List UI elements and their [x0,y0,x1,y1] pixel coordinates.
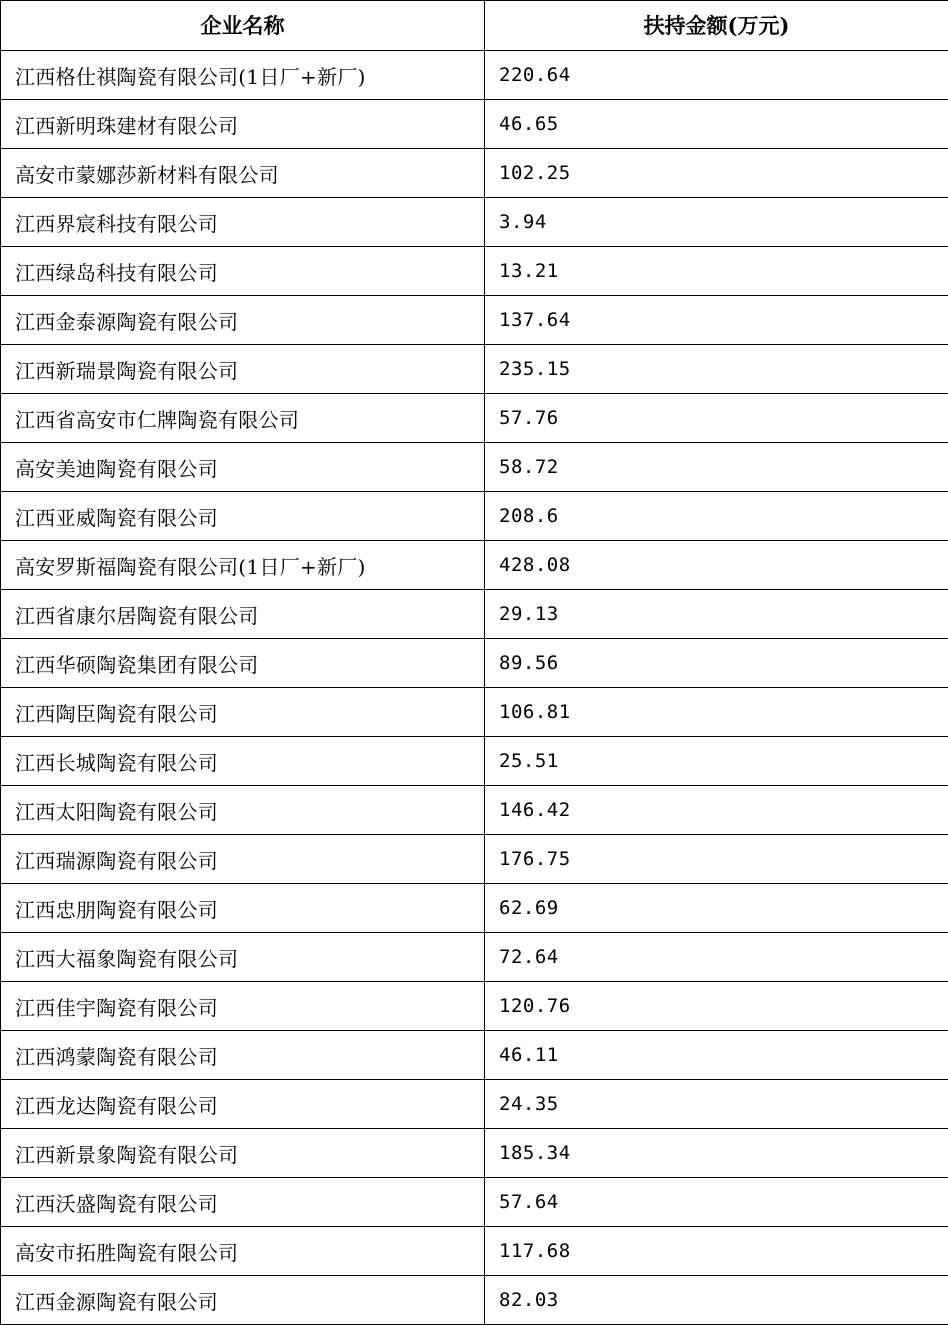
cell-support-amount [485,247,948,296]
table-row [1,1227,948,1276]
support-amount-text: 185.34 [485,1142,948,1164]
table-row [1,198,948,247]
support-amount-text: 89.56 [485,652,948,674]
table-row [1,884,948,933]
table-row [1,786,948,835]
table-row [1,394,948,443]
support-amount-text: 146.42 [485,799,948,821]
cell-enterprise-name [1,247,485,296]
cell-support-amount [485,345,948,394]
cell-enterprise-name [1,394,485,443]
enterprise-name-text: 高安市拓胜陶瓷有限公司 [1,1237,484,1266]
enterprise-name-text: 江西忠朋陶瓷有限公司 [1,894,484,923]
enterprise-name-text: 江西太阳陶瓷有限公司 [1,796,484,825]
cell-enterprise-name [1,786,485,835]
cell-enterprise-name [1,933,485,982]
table-row [1,835,948,884]
cell-enterprise-name [1,443,485,492]
column-header-support-amount [485,1,948,51]
table-row [1,1031,948,1080]
support-amount-text: 208.6 [485,505,948,527]
table-row [1,149,948,198]
cell-support-amount [485,590,948,639]
support-amount-text: 137.64 [485,309,948,331]
table-row [1,541,948,590]
cell-support-amount [485,1227,948,1276]
enterprise-name-text: 高安市蒙娜莎新材料有限公司 [1,159,484,188]
support-amount-text: 46.11 [485,1044,948,1066]
cell-enterprise-name [1,835,485,884]
support-amount-text: 24.35 [485,1093,948,1115]
support-amount-text: 29.13 [485,603,948,625]
cell-enterprise-name [1,51,485,100]
cell-support-amount [485,394,948,443]
enterprise-name-text: 江西省康尔居陶瓷有限公司 [1,600,484,629]
cell-support-amount [485,296,948,345]
support-amount-text: 13.21 [485,260,948,282]
cell-enterprise-name [1,1031,485,1080]
cell-enterprise-name [1,541,485,590]
support-amount-text: 57.64 [485,1191,948,1213]
support-amount-text: 82.03 [485,1289,948,1311]
enterprise-name-text: 江西金源陶瓷有限公司 [1,1286,484,1315]
table-row [1,247,948,296]
cell-support-amount [485,1031,948,1080]
enterprise-name-text: 江西新景象陶瓷有限公司 [1,1139,484,1168]
cell-enterprise-name [1,149,485,198]
cell-enterprise-name [1,198,485,247]
enterprise-name-text: 江西金泰源陶瓷有限公司 [1,306,484,335]
cell-support-amount [485,1276,948,1325]
cell-support-amount [485,639,948,688]
enterprise-name-text: 江西龙达陶瓷有限公司 [1,1090,484,1119]
cell-enterprise-name [1,639,485,688]
cell-enterprise-name [1,884,485,933]
cell-support-amount [485,737,948,786]
cell-support-amount [485,1129,948,1178]
cell-enterprise-name [1,492,485,541]
support-amount-text: 102.25 [485,162,948,184]
table-row [1,51,948,100]
support-amount-text: 72.64 [485,946,948,968]
cell-enterprise-name [1,737,485,786]
table-row [1,1276,948,1325]
enterprise-name-text: 江西长城陶瓷有限公司 [1,747,484,776]
table-row [1,639,948,688]
support-amount-text: 58.72 [485,456,948,478]
table-row [1,100,948,149]
cell-support-amount [485,982,948,1031]
enterprise-name-text: 江西省高安市仁牌陶瓷有限公司 [1,404,484,433]
cell-support-amount [485,541,948,590]
cell-enterprise-name [1,590,485,639]
table-row [1,1129,948,1178]
cell-support-amount [485,835,948,884]
table-row [1,590,948,639]
table-header [1,1,948,51]
cell-enterprise-name [1,1276,485,1325]
enterprise-name-text: 高安罗斯福陶瓷有限公司(1日厂+新厂) [1,551,484,580]
enterprise-name-text: 江西鸿蒙陶瓷有限公司 [1,1041,484,1070]
cell-enterprise-name [1,1129,485,1178]
cell-support-amount [485,443,948,492]
cell-enterprise-name [1,982,485,1031]
table-row [1,1178,948,1227]
table-row [1,443,948,492]
enterprise-name-text: 江西新明珠建材有限公司 [1,110,484,139]
table-row [1,688,948,737]
table-row [1,345,948,394]
enterprise-name-text: 江西亚威陶瓷有限公司 [1,502,484,531]
enterprise-name-text: 江西绿岛科技有限公司 [1,257,484,286]
support-amount-text: 220.64 [485,64,948,86]
support-amount-text: 117.68 [485,1240,948,1262]
table-row [1,492,948,541]
support-amount-text: 46.65 [485,113,948,135]
support-amount-text: 120.76 [485,995,948,1017]
enterprise-name-text: 江西格仕祺陶瓷有限公司(1日厂+新厂) [1,61,484,90]
cell-enterprise-name [1,100,485,149]
cell-enterprise-name [1,1080,485,1129]
enterprise-name-text: 江西沃盛陶瓷有限公司 [1,1188,484,1217]
cell-support-amount [485,51,948,100]
enterprise-name-text: 江西新瑞景陶瓷有限公司 [1,355,484,384]
enterprise-name-text: 江西陶臣陶瓷有限公司 [1,698,484,727]
enterprise-name-text: 江西佳宇陶瓷有限公司 [1,992,484,1021]
table-row [1,933,948,982]
table-header-row [1,1,948,51]
cell-enterprise-name [1,296,485,345]
table-row [1,1080,948,1129]
cell-support-amount [485,492,948,541]
table-row [1,737,948,786]
cell-support-amount [485,1178,948,1227]
enterprise-name-text: 江西瑞源陶瓷有限公司 [1,845,484,874]
cell-support-amount [485,688,948,737]
support-amount-text: 57.76 [485,407,948,429]
support-amount-text: 106.81 [485,701,948,723]
enterprise-name-text: 江西界宸科技有限公司 [1,208,484,237]
cell-support-amount [485,100,948,149]
cell-support-amount [485,786,948,835]
cell-enterprise-name [1,1227,485,1276]
cell-support-amount [485,198,948,247]
support-amount-text: 62.69 [485,897,948,919]
support-amount-text: 176.75 [485,848,948,870]
table-body [1,51,948,1325]
support-amount-text: 25.51 [485,750,948,772]
enterprise-name-text: 江西华硕陶瓷集团有限公司 [1,649,484,678]
enterprise-name-text: 江西大福象陶瓷有限公司 [1,943,484,972]
column-header-support-amount-label: 扶持金额(万元) [485,13,948,38]
table-row [1,296,948,345]
cell-enterprise-name [1,1178,485,1227]
column-header-enterprise-name-label: 企业名称 [1,13,484,38]
table-row [1,982,948,1031]
cell-support-amount [485,933,948,982]
support-amount-text: 235.15 [485,358,948,380]
enterprise-name-text: 高安美迪陶瓷有限公司 [1,453,484,482]
cell-enterprise-name [1,345,485,394]
cell-support-amount [485,884,948,933]
cell-support-amount [485,149,948,198]
cell-enterprise-name [1,688,485,737]
column-header-enterprise-name [1,1,485,51]
cell-support-amount [485,1080,948,1129]
support-amount-text: 428.08 [485,554,948,576]
support-amount-text: 3.94 [485,211,948,233]
